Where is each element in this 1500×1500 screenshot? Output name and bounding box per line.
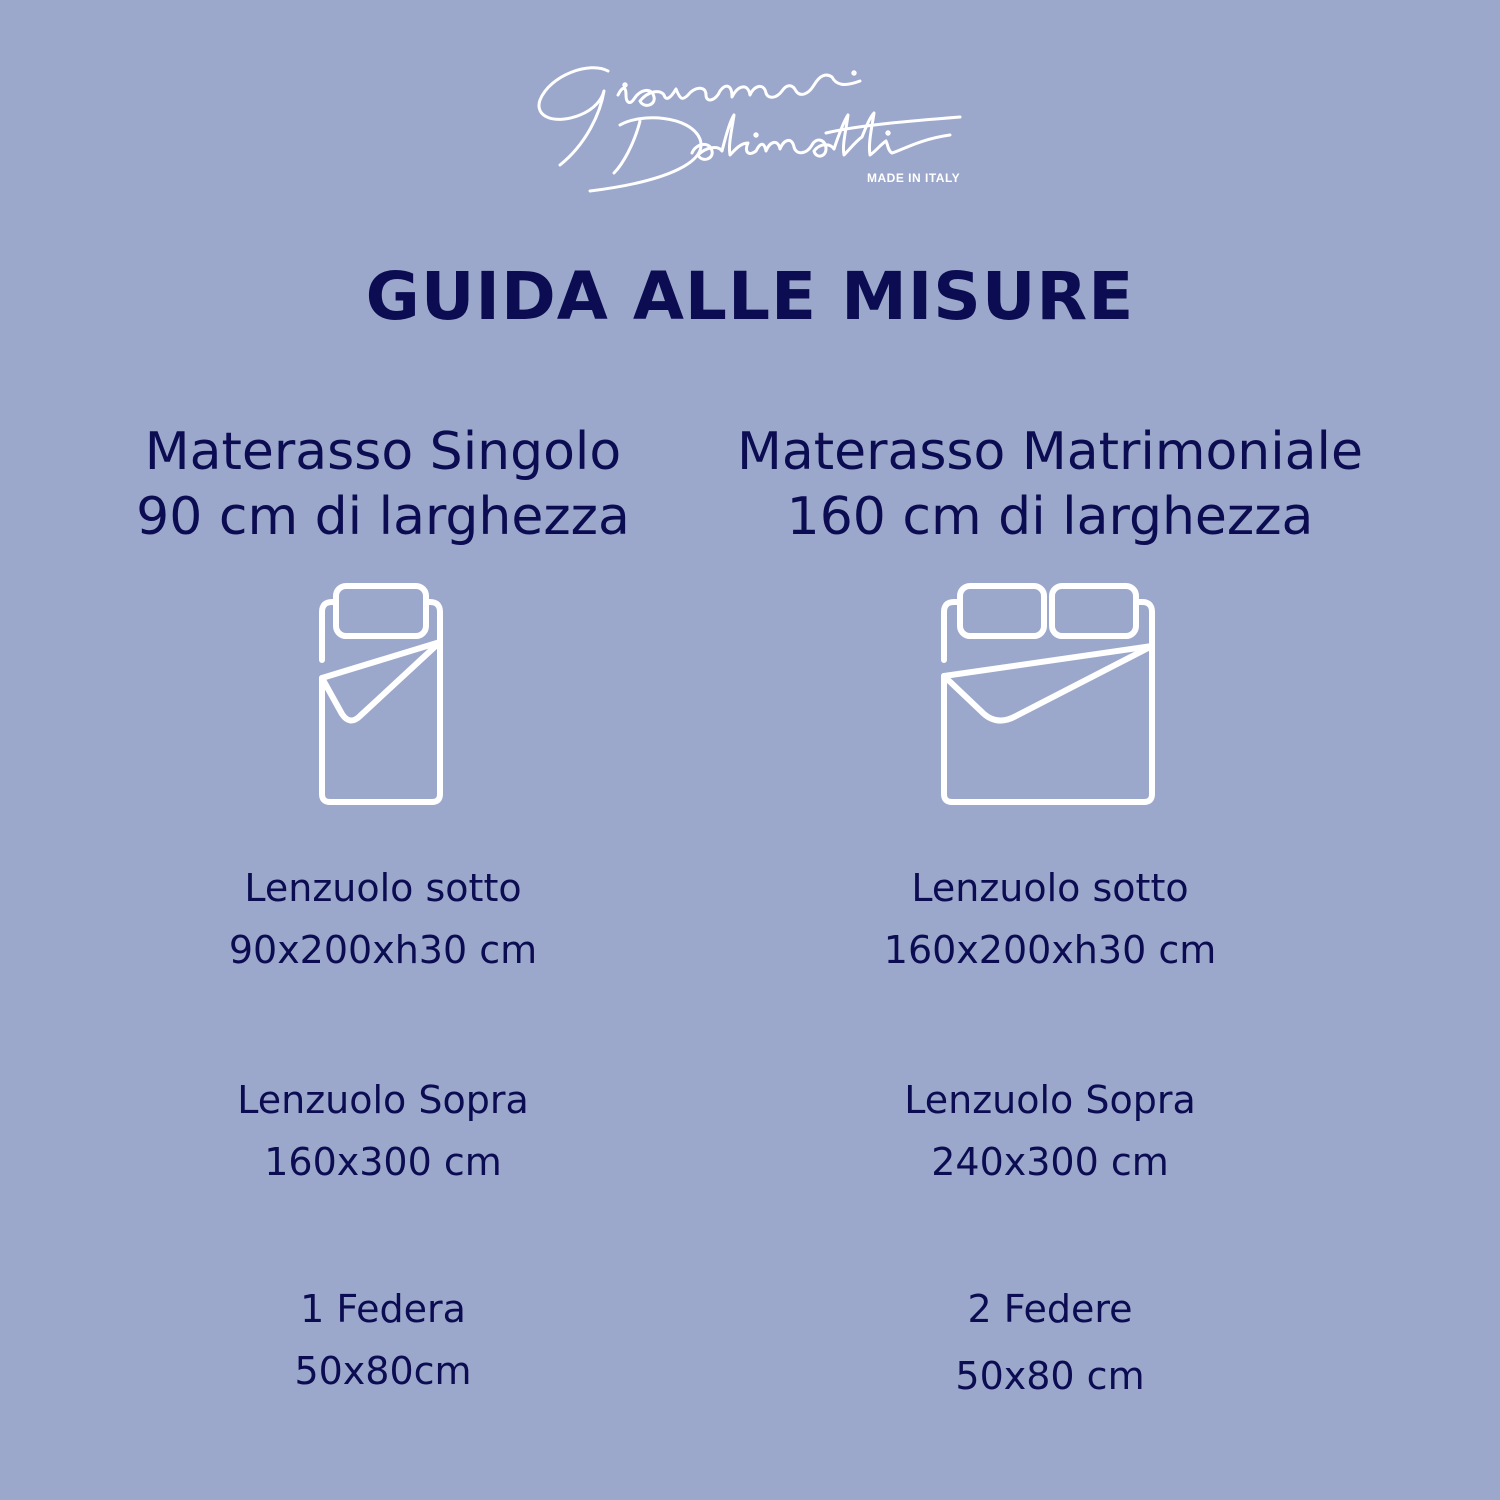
spec-value: 50x80cm: [294, 1349, 472, 1393]
spec-pillowcase: [83, 1278, 683, 1402]
mattress-heading: [83, 420, 683, 550]
spec-value: 90x200xh30 cm: [228, 928, 538, 972]
spec-value: 160x200xh30 cm: [883, 928, 1217, 972]
brand-tagline: MADE IN ITALY: [867, 171, 961, 185]
single-bed-icon: [316, 578, 446, 808]
spec-label: Lenzuolo sotto: [911, 866, 1189, 910]
spec-label: 1 Federa: [300, 1287, 466, 1331]
mattress-heading: [700, 420, 1400, 550]
spec-label: 2 Federe: [967, 1287, 1133, 1331]
spec-label: Lenzuolo Sopra: [904, 1078, 1196, 1122]
spec-value: 50x80 cm: [955, 1354, 1145, 1398]
spec-label: Lenzuolo Sopra: [237, 1078, 529, 1122]
spec-label: Lenzuolo sotto: [244, 866, 522, 910]
spec-flat-sheet: [83, 1069, 683, 1193]
spec-value: 160x300 cm: [264, 1140, 502, 1184]
spec-fitted-sheet: [83, 857, 683, 981]
column-double: [700, 0, 1400, 1500]
spec-value: 240x300 cm: [931, 1140, 1169, 1184]
double-bed-icon: [938, 578, 1158, 808]
mattress-type: Materasso Matrimoniale: [736, 422, 1363, 482]
spec-flat-sheet: [700, 1069, 1400, 1193]
spec-pillowcase: [700, 1278, 1400, 1407]
page-title: GUIDA ALLE MISURE: [365, 258, 1135, 335]
spec-fitted-sheet: [700, 857, 1400, 981]
mattress-width: 160 cm di larghezza: [786, 487, 1314, 547]
mattress-type: Materasso Singolo: [144, 422, 622, 482]
column-single: [83, 0, 683, 1500]
mattress-width: 90 cm di larghezza: [136, 487, 630, 547]
